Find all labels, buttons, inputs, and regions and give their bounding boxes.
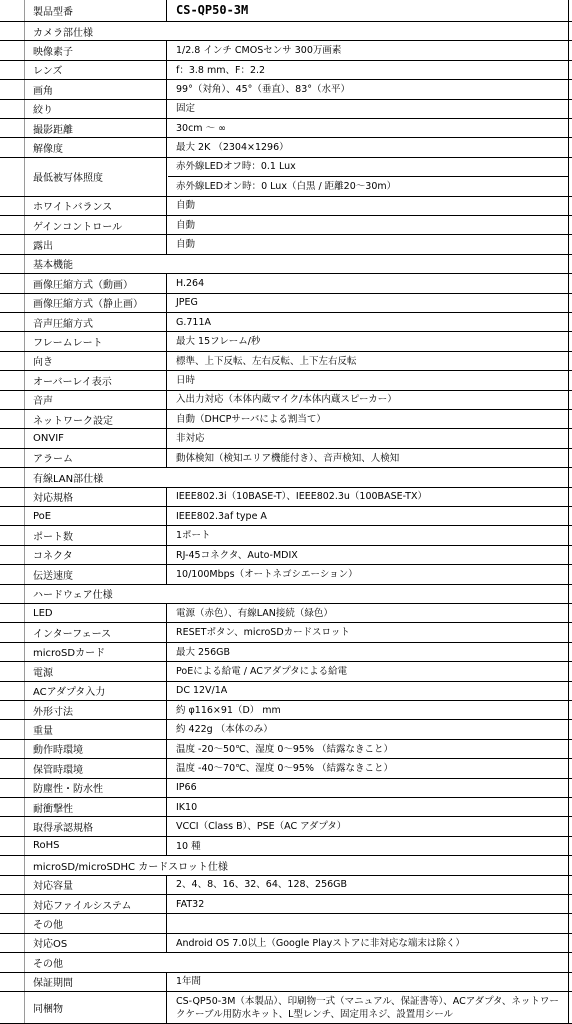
spec-value <box>168 61 568 79</box>
spec-value <box>168 662 568 680</box>
section-header <box>0 585 572 604</box>
right-border <box>568 449 572 467</box>
section-title: 基本機能 <box>33 260 73 272</box>
right-border <box>568 682 572 700</box>
right-border <box>568 235 572 253</box>
row-gutter <box>0 992 25 1023</box>
row-gutter <box>0 604 25 622</box>
spec-label: 解像度 <box>25 138 167 156</box>
row-gutter <box>0 255 25 273</box>
right-border <box>568 410 572 428</box>
section-title: その他 <box>33 958 63 970</box>
spec-row <box>0 371 572 390</box>
spec-row <box>0 934 572 953</box>
spec-value-line: f：3.8 mm、F：2.2 <box>176 64 266 76</box>
right-border <box>568 274 572 292</box>
right-border <box>568 701 572 719</box>
spec-row <box>0 914 572 933</box>
spec-label: LED <box>25 604 167 622</box>
spec-label: 音声圧縮方式 <box>25 313 167 331</box>
spec-label: ACアダプタ入力 <box>25 682 167 700</box>
spec-row <box>0 313 572 332</box>
right-border <box>568 604 572 622</box>
right-border <box>568 953 572 971</box>
right-border <box>568 992 572 1023</box>
right-border <box>568 565 572 583</box>
section-header <box>0 22 572 41</box>
spec-value <box>168 235 568 253</box>
spec-label: 取得承認規格 <box>25 817 167 835</box>
spec-label: 最低被写体照度 <box>25 158 167 196</box>
spec-value-line: 自動 <box>176 219 196 231</box>
row-gutter <box>0 158 25 196</box>
section-title: 有線LAN部仕様 <box>33 473 104 485</box>
spec-row <box>0 662 572 681</box>
spec-label: コネクタ <box>25 546 167 564</box>
spec-value <box>168 100 568 118</box>
spec-value <box>168 429 568 447</box>
spec-row <box>0 391 572 410</box>
spec-value-line: 最大 256GB <box>176 646 231 658</box>
row-gutter <box>0 294 25 312</box>
right-border <box>568 371 572 389</box>
spec-value-line: 固定 <box>176 103 196 115</box>
spec-label: 撮影距離 <box>25 119 167 137</box>
spec-label: ホワイトバランス <box>25 197 167 215</box>
spec-value <box>168 973 568 991</box>
right-border <box>568 80 572 98</box>
spec-label: アラーム <box>25 449 167 467</box>
right-border <box>568 740 572 758</box>
row-gutter <box>0 468 25 486</box>
right-border <box>568 973 572 991</box>
spec-label: 防塵性・防水性 <box>25 779 167 797</box>
right-border <box>568 61 572 79</box>
spec-row <box>0 410 572 429</box>
spec-value <box>168 410 568 428</box>
right-border <box>568 255 572 273</box>
spec-label: 画像圧縮方式（動画） <box>25 274 167 292</box>
spec-row <box>0 992 572 1024</box>
row-gutter <box>0 934 25 952</box>
spec-row <box>0 720 572 739</box>
spec-row <box>0 682 572 701</box>
spec-value <box>168 138 568 156</box>
right-border <box>568 119 572 137</box>
row-gutter <box>0 100 25 118</box>
spec-value <box>168 895 568 913</box>
spec-value <box>168 759 568 777</box>
spec-row <box>0 100 572 119</box>
spec-label: 映像素子 <box>25 41 167 59</box>
right-border <box>568 526 572 544</box>
section-header <box>0 255 572 274</box>
section-header <box>0 953 572 972</box>
spec-value-line: 10 種 <box>176 840 201 852</box>
section-title: カメラ部仕様 <box>33 27 93 39</box>
spec-value <box>168 701 568 719</box>
spec-value-line: 最大 2K （2304×1296） <box>176 142 289 154</box>
spec-value-line: 入出力対応（本体内蔵マイク/本体内蔵スピーカー） <box>176 394 397 406</box>
right-border <box>568 895 572 913</box>
row-gutter <box>0 274 25 292</box>
spec-label: 画像圧縮方式（静止画） <box>25 294 167 312</box>
row-gutter <box>0 41 25 59</box>
spec-row <box>0 973 572 992</box>
spec-row <box>0 526 572 545</box>
spec-value-line: 30cm ～ ∞ <box>176 122 227 134</box>
spec-row <box>0 701 572 720</box>
spec-row <box>0 449 572 468</box>
spec-row <box>0 604 572 623</box>
right-border <box>568 856 572 874</box>
row-gutter <box>0 837 25 855</box>
spec-label: 音声 <box>25 391 167 409</box>
right-border <box>568 546 572 564</box>
right-border <box>568 507 572 525</box>
right-border <box>568 158 572 196</box>
spec-row <box>0 565 572 584</box>
spec-value <box>168 740 568 758</box>
spec-row <box>0 294 572 313</box>
spec-label: 耐衝撃性 <box>25 798 167 816</box>
spec-value-line: 標準、上下反転、左右反転、上下左右反転 <box>176 355 357 367</box>
spec-value-line: 2、4、8、16、32、64、128、256GB <box>176 879 348 891</box>
right-border <box>568 22 572 40</box>
spec-row <box>0 623 572 642</box>
right-border <box>568 720 572 738</box>
right-border <box>568 585 572 603</box>
row-gutter <box>0 216 25 234</box>
spec-row <box>0 429 572 448</box>
model-number-text: CS-QP50-3M <box>176 3 249 17</box>
spec-value-line: 10/100Mbps（オートネゴシエーション） <box>176 568 358 580</box>
spec-value-line: 約 φ116×91（D） mm <box>176 704 281 716</box>
spec-value <box>168 313 568 331</box>
spec-value-line: 日時 <box>176 374 196 386</box>
row-gutter <box>0 759 25 777</box>
spec-value-line: Android OS 7.0以上（Google Playストアに非対応な端末は除く） <box>176 937 465 949</box>
spec-value-line: VCCI（Class B）、PSE（AC アダプタ） <box>176 821 347 833</box>
right-border <box>568 294 572 312</box>
right-border <box>568 798 572 816</box>
row-gutter <box>0 80 25 98</box>
row-gutter <box>0 817 25 835</box>
spec-label: 同梱物 <box>25 992 167 1023</box>
spec-row <box>0 876 572 895</box>
right-border <box>568 352 572 370</box>
spec-label: 伝送速度 <box>25 565 167 583</box>
spec-value-line: 赤外線LEDオン時：0 Lux（白黒 / 距離20～30m） <box>168 176 568 195</box>
spec-value <box>168 604 568 622</box>
spec-label: 向き <box>25 352 167 370</box>
row-gutter <box>0 391 25 409</box>
row-gutter <box>0 235 25 253</box>
row-gutter <box>0 914 25 932</box>
spec-row <box>0 643 572 662</box>
title-label: 製品型番 <box>25 0 167 21</box>
right-border <box>568 623 572 641</box>
spec-value <box>168 546 568 564</box>
spec-label: インターフェース <box>25 623 167 641</box>
spec-row <box>0 352 572 371</box>
row-gutter <box>0 61 25 79</box>
spec-value <box>168 371 568 389</box>
row-gutter <box>0 682 25 700</box>
right-border <box>568 837 572 855</box>
right-border <box>568 488 572 506</box>
spec-row <box>0 197 572 216</box>
spec-label: レンズ <box>25 61 167 79</box>
spec-value <box>168 488 568 506</box>
spec-row <box>0 817 572 836</box>
spec-label: 露出 <box>25 235 167 253</box>
right-border <box>568 332 572 350</box>
spec-value <box>168 391 568 409</box>
row-gutter <box>0 352 25 370</box>
row-gutter <box>0 488 25 506</box>
spec-value <box>168 623 568 641</box>
spec-label: 対応OS <box>25 934 167 952</box>
right-border <box>568 429 572 447</box>
spec-row <box>0 274 572 293</box>
spec-label: 対応規格 <box>25 488 167 506</box>
spec-value <box>168 274 568 292</box>
right-border <box>568 216 572 234</box>
spec-label: ONVIF <box>25 429 167 447</box>
right-border <box>568 759 572 777</box>
spec-value-line: 自動 <box>176 239 196 251</box>
spec-row <box>0 80 572 99</box>
right-border <box>568 643 572 661</box>
spec-value <box>168 119 568 137</box>
row-gutter <box>0 643 25 661</box>
spec-label: ゲインコントロール <box>25 216 167 234</box>
row-gutter <box>0 119 25 137</box>
spec-value-line: 赤外線LEDオフ時：0.1 Lux <box>176 161 296 173</box>
section-title: microSD/microSDHC カードスロット仕様 <box>33 861 228 873</box>
spec-value-line: RJ-45コネクタ、Auto-MDIX <box>176 549 298 561</box>
model-number <box>168 0 568 21</box>
row-gutter <box>0 429 25 447</box>
spec-row <box>0 507 572 526</box>
row-gutter <box>0 585 25 603</box>
spec-row <box>0 740 572 759</box>
spec-value <box>168 992 568 1023</box>
spec-label: ポート数 <box>25 526 167 544</box>
section-title: ハードウェア仕様 <box>33 590 113 602</box>
row-gutter <box>0 0 25 21</box>
spec-value <box>168 817 568 835</box>
row-gutter <box>0 740 25 758</box>
right-border <box>568 138 572 156</box>
spec-row <box>0 216 572 235</box>
spec-value-line: JPEG <box>176 297 198 309</box>
spec-label: 電源 <box>25 662 167 680</box>
spec-label: 画角 <box>25 80 167 98</box>
spec-label: PoE <box>25 507 167 525</box>
row-gutter <box>0 526 25 544</box>
row-gutter <box>0 313 25 331</box>
spec-value <box>168 934 568 952</box>
right-border <box>568 934 572 952</box>
spec-value <box>168 158 568 196</box>
spec-value-line: PoEによる給電 / ACアダプタによる給電 <box>176 665 348 677</box>
spec-value <box>168 352 568 370</box>
right-border <box>568 468 572 486</box>
spec-row <box>0 235 572 254</box>
right-border <box>568 197 572 215</box>
spec-value-line: 自動 <box>176 200 196 212</box>
spec-value <box>168 837 568 855</box>
right-border <box>568 100 572 118</box>
spec-value-line: H.264 <box>176 277 205 289</box>
spec-value-line: 最大 15フレーム/秒 <box>176 336 261 348</box>
spec-value-line: FAT32 <box>176 898 205 910</box>
spec-label: ネットワーク設定 <box>25 410 167 428</box>
spec-value-line: IK10 <box>176 801 198 813</box>
row-gutter <box>0 22 25 40</box>
spec-value-line: 99°（対角）、45°（垂直）、83°（水平） <box>176 83 351 95</box>
section-header <box>0 468 572 487</box>
spec-value <box>168 798 568 816</box>
spec-value-line: IEEE802.3i（10BASE-T）、IEEE802.3u（100BASE-TX） <box>176 491 427 503</box>
right-border <box>568 0 572 21</box>
spec-value <box>168 643 568 661</box>
row-gutter <box>0 953 25 971</box>
spec-value <box>168 526 568 544</box>
row-gutter <box>0 895 25 913</box>
spec-value-line: 動体検知（検知エリア機能付き）、音声検知、人検知 <box>176 452 400 464</box>
spec-label: microSDカード <box>25 643 167 661</box>
row-gutter <box>0 546 25 564</box>
spec-value <box>168 682 568 700</box>
right-border <box>568 779 572 797</box>
spec-label: 保管時環境 <box>25 759 167 777</box>
spec-value <box>168 914 568 932</box>
right-border <box>568 41 572 59</box>
right-border <box>568 391 572 409</box>
spec-value-line: 非対応 <box>176 433 205 445</box>
spec-value <box>168 294 568 312</box>
spec-value <box>168 507 568 525</box>
spec-row <box>0 61 572 80</box>
spec-value <box>168 779 568 797</box>
spec-label: 動作時環境 <box>25 740 167 758</box>
spec-label: RoHS <box>25 837 167 855</box>
title-row <box>0 0 572 22</box>
spec-label: 保証期間 <box>25 973 167 991</box>
spec-row <box>0 332 572 351</box>
spec-row <box>0 158 572 197</box>
row-gutter <box>0 623 25 641</box>
spec-row <box>0 759 572 778</box>
spec-label: 絞り <box>25 100 167 118</box>
spec-value-line: 1/2.8 インチ CMOSセンサ 300万画素 <box>176 45 342 57</box>
row-gutter <box>0 973 25 991</box>
spec-row <box>0 41 572 60</box>
right-border <box>568 817 572 835</box>
right-border <box>568 876 572 894</box>
row-gutter <box>0 410 25 428</box>
row-gutter <box>0 371 25 389</box>
spec-row <box>0 779 572 798</box>
row-gutter <box>0 138 25 156</box>
spec-value <box>168 565 568 583</box>
row-gutter <box>0 332 25 350</box>
spec-label: 対応容量 <box>25 876 167 894</box>
spec-value-line: 温度 -20～50℃、湿度 0～95% （結露なきこと） <box>176 743 393 755</box>
spec-value-line: IEEE802.3af type A <box>176 510 267 522</box>
spec-row <box>0 895 572 914</box>
spec-row <box>0 488 572 507</box>
row-gutter <box>0 720 25 738</box>
row-gutter <box>0 565 25 583</box>
row-gutter <box>0 662 25 680</box>
spec-label: 外形寸法 <box>25 701 167 719</box>
spec-value <box>168 41 568 59</box>
spec-row <box>0 837 572 856</box>
row-gutter <box>0 856 25 874</box>
right-border <box>568 313 572 331</box>
section-header <box>0 856 572 875</box>
right-border <box>568 662 572 680</box>
spec-value <box>168 876 568 894</box>
spec-value-line: G.711A <box>176 316 212 328</box>
spec-value <box>168 197 568 215</box>
spec-label: オーバーレイ表示 <box>25 371 167 389</box>
row-gutter <box>0 197 25 215</box>
row-gutter <box>0 779 25 797</box>
spec-value <box>168 80 568 98</box>
spec-label: 対応ファイルシステム <box>25 895 167 913</box>
spec-value-line: 電源（赤色）、有線LAN接続（緑色） <box>176 607 333 619</box>
spec-value-line: CS-QP50-3M（本製品）、印刷物一式（マニュアル、保証書等）、ACアダプタ、ネットワークケーブル用防水キット、L型レンチ、固定用ネジ、設置用シール <box>176 995 559 1020</box>
spec-row <box>0 119 572 138</box>
row-gutter <box>0 798 25 816</box>
right-border <box>568 914 572 932</box>
spec-value <box>168 216 568 234</box>
spec-row <box>0 546 572 565</box>
spec-label: 重量 <box>25 720 167 738</box>
row-gutter <box>0 449 25 467</box>
spec-label: その他 <box>25 914 167 932</box>
spec-value-line: IP66 <box>176 782 197 794</box>
row-gutter <box>0 876 25 894</box>
spec-value-line: DC 12V/1A <box>176 685 228 697</box>
row-gutter <box>0 507 25 525</box>
spec-value <box>168 720 568 738</box>
row-gutter <box>0 701 25 719</box>
spec-value-line: 温度 -40～70℃、湿度 0～95% （結露なきこと） <box>176 762 393 774</box>
spec-value-line: RESETボタン、microSDカードスロット <box>176 627 350 639</box>
spec-value-line: 自動（DHCPサーバによる割当て） <box>176 413 326 425</box>
spec-row <box>0 798 572 817</box>
spec-value-line: 約 422g （本体のみ） <box>176 724 273 736</box>
spec-value-line: 1年間 <box>176 976 202 988</box>
spec-label: フレームレート <box>25 332 167 350</box>
spec-row <box>0 138 572 157</box>
spec-value <box>168 449 568 467</box>
spec-value <box>168 332 568 350</box>
spec-value-line: 1ポート <box>176 530 211 542</box>
